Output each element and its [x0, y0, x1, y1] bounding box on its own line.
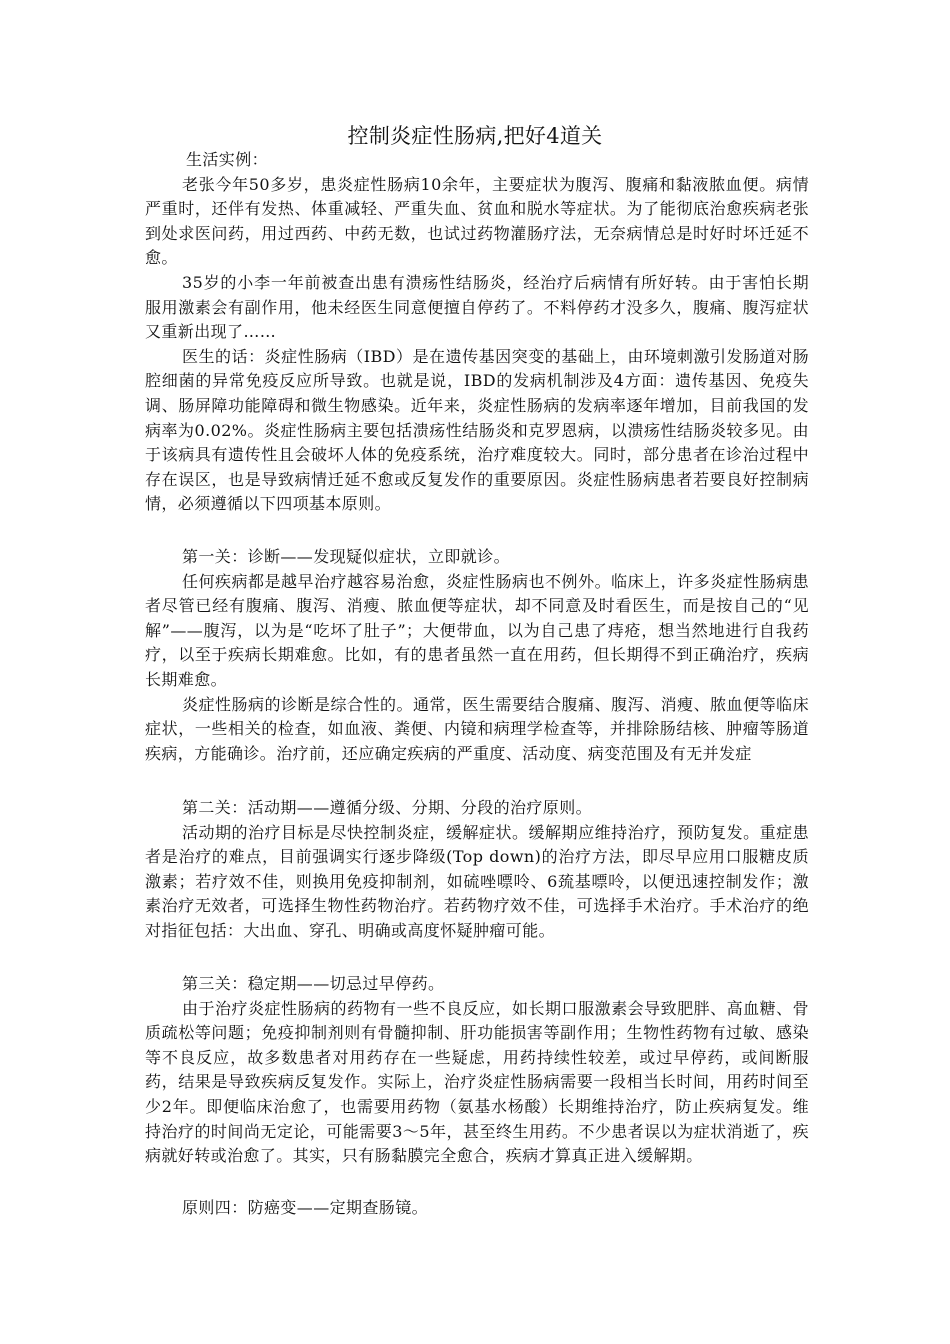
section-heading-cancer-prevention: 原则四：防癌变——定期查肠镜。 [182, 1198, 429, 1217]
intro-label: 生活实例： [186, 150, 269, 169]
document-title: 控制炎症性肠病,把好4道关 [347, 124, 603, 148]
section-heading-active-phase: 第二关：活动期——遵循分级、分期、分段的治疗原则。 [182, 798, 593, 817]
case-paragraph-2: 35岁的小李一年前被查出患有溃疡性结肠炎，经治疗后病情有所好转。由于害怕长期服用激素会有副作用，他未经医生同意便擅自停药了。不料停药才没多久，腹痛、腹泻症状又重新出现了…… [145, 272, 809, 342]
active-phase-paragraph: 活动期的治疗目标是尽快控制炎症，缓解症状。缓解期应维持治疗，预防复发。重症患者是治疗的难点，目前强调实行逐步降级(Top down)的治疗方法，即尽早应用口服糖皮质激素；若疗效不佳，则换用免疫抑制剂，如硫唑嘌呤、6巯基嘌呤，以便迅速控制发作；激素治疗无效者，可选择生物性药物治疗。若药物疗效不佳，可选择手术治疗。手术治疗的绝对指征包括：大出血、穿孔、明确或高度怀疑肿瘤可能。 [145, 822, 809, 940]
case-paragraph-1: 老张今年50多岁，患炎症性肠病10余年，主要症状为腹泻、腹痛和黏液脓血便。病情严重时，还伴有发热、体重减轻、严重失血、贫血和脱水等症状。为了能彻底治愈疾病老张到处求医问药，用过西药、中药无数，也试过药物灌肠疗法，无奈病情总是时好时坏迁延不愈。 [145, 174, 809, 268]
diagnosis-paragraph-1: 任何疾病都是越早治疗越容易治愈，炎症性肠病也不例外。临床上，许多炎症性肠病患者尽管已经有腹痛、腹泻、消瘦、脓血便等症状，却不同意及时看医生，而是按自己的“见解”——腹泻，以为是“吃坏了肚子”；大便带血，以为自己患了痔疮，想当然地进行自我药疗，以至于疾病长期难愈。比如，有的患者虽然一直在用药，但长期得不到正确治疗，疾病长期难愈。 [145, 571, 809, 689]
section-heading-stable-phase: 第三关：稳定期——切忌过早停药。 [182, 974, 445, 993]
section-active-phase [145, 796, 809, 944]
section-heading-diagnosis: 第一关：诊断——发现疑似症状，立即就诊。 [182, 547, 511, 566]
diagnosis-paragraph-2: 炎症性肠病的诊断是综合性的。通常，医生需要结合腹痛、腹泻、消瘦、脓血便等临床症状，一些相关的检查，如血液、粪便、内镜和病理学检查等，并排除肠结核、肿瘤等肠道疾病，方能确诊。治疗前，还应确定疾病的严重度、活动度、病变范围及有无并发症 [145, 694, 809, 763]
section-cancer-prevention [145, 1196, 809, 1221]
section-diagnosis [145, 545, 809, 766]
stable-phase-paragraph: 由于治疗炎症性肠病的药物有一些不良反应，如长期口服激素会导致肥胖、高血糖、骨质疏松等问题；免疫抑制剂则有骨髓抑制、肝功能损害等副作用；生物性药物有过敏、感染等不良反应，故多数患者对用药存在一些疑虑，用药持续性较差，或过早停药，或间断服药，结果是导致疾病反复发作。实际上，治疗炎症性肠病需要一段相当长时间，用药时间至少2年。即便临床治愈了，也需要用药物（氨基水杨酸）长期维持治疗，防止疾病复发。维持治疗的时间尚无定论，可能需要3～5年，甚至终生用药。不少患者误以为症状消逝了，疾病就好转或治愈了。其实，只有肠黏膜完全愈合，疾病才算真正进入缓解期。 [145, 998, 809, 1166]
section-stable-phase [145, 972, 809, 1169]
doctor-paragraph: 医生的话：炎症性肠病（IBD）是在遗传基因突变的基础上，由环境刺激引发肠道对肠腔细菌的异常免疫反应所导致。也就是说，IBD的发病机制涉及4方面：遗传基因、免疫失调、肠屏障功能障碍和微生物感染。近年来，炎症性肠病的发病率逐年增加，目前我国的发病率为0.02%。炎症性肠病主要包括溃疡性结肠炎和克罗恩病，以溃疡性结肠炎较多见。由于该病具有遗传性且会破坏人体的免疫系统，治疗难度较大。同时，部分患者在诊治过程中存在误区，也是导致病情迁延不愈或反复发作的重要原因。炎症性肠病患者若要良好控制病情，必须遵循以下四项基本原则。 [145, 346, 809, 514]
intro-section [145, 148, 809, 517]
